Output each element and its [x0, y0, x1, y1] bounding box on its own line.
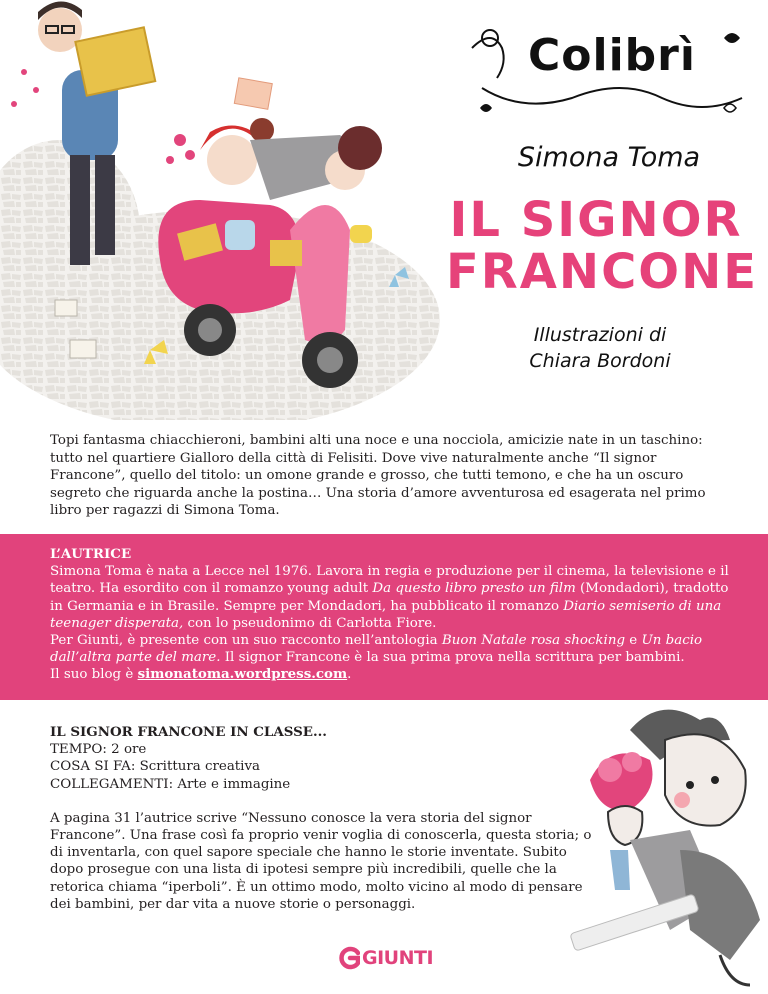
classroom-section	[50, 724, 610, 913]
bio-text: .	[347, 667, 352, 683]
author-bio	[50, 563, 740, 683]
bio-text: Il signor Francone è la sua prima prova nella scrittura per bambini.	[220, 650, 685, 666]
book-title-reference: Buon Natale rosa shocking	[441, 633, 626, 649]
book-title-reference: Da questo libro presto un film	[372, 581, 576, 597]
classroom-time: TEMPO: 2 ore	[50, 742, 147, 758]
book-title-reference: Diario semiserio di una teenager disperata,	[50, 598, 722, 631]
bio-text: con lo pseudonimo di Carlotta Fiore.	[183, 615, 437, 631]
author-heading: L’AUTRICE	[50, 546, 132, 562]
series-logo: Colibrì	[528, 30, 696, 81]
book-title-reference: Un bacio dall’altra parte del mare.	[50, 633, 703, 666]
author-box	[0, 534, 768, 700]
illustrator-credit	[500, 322, 700, 374]
blog-link[interactable]: simonatoma.wordpress.com	[137, 666, 348, 683]
book-title	[446, 192, 759, 300]
blog-label: Il suo blog è	[50, 667, 138, 683]
cover-illustration	[0, 0, 440, 420]
bio-text: (Mondadori), tradotto in Germania e in Brasile. Sempre per Mondadori, ha pubblicato il romanzo	[50, 581, 729, 614]
cover-author: Simona Toma	[517, 142, 701, 173]
classroom-activity: COSA SI FA: Scrittura creativa	[50, 759, 261, 775]
bio-text: Per Giunti, è presente con un suo racconto nell’antologia	[50, 633, 442, 649]
classroom-body: A pagina 31 l’autrice scrive “Nessuno conosce la vera storia del signor Francone”. Una frase così fa proprio venir voglia di conoscerla, questa storia; o di inventarla, con quel sapore speciale che hanno le storie inventate. Subito dopo prosegue con una lista di ipotesi sempre più incredibili, quelle che la retorica chiama “iperboli”. È un ottimo modo, molto vicino al modo di pensare dei bambini, per dar vita a nuove storie o personaggi.	[50, 810, 592, 912]
bio-text: e	[625, 633, 642, 649]
classroom-links: COLLEGAMENTI: Arte e immagine	[50, 776, 291, 792]
illustrator-label: Illustrazioni di	[533, 324, 667, 346]
bio-text: Simona Toma è nata a Lecce nel 1976. Lavora in regia e produzione per il cinema, la televisione e il teatro. Ha esordito con il romanzo young adult	[50, 564, 729, 597]
activity-illustration	[570, 700, 768, 994]
book-title-line-2: FRANCONE	[446, 244, 759, 300]
book-title-line-1: IL SIGNOR	[449, 192, 743, 248]
illustrator-name: Chiara Bordoni	[529, 350, 671, 372]
synopsis-paragraph: Topi fantasma chiacchieroni, bambini alti una noce e una nocciola, amicizie nate in un taschino: tutto nel quartiere Gialloro della città di Felisiti. Dove vive naturalmente anche “Il signor Francone”, quello del titolo: un omone grande e grosso, che tutti temono, e che ha un oscuro segreto che riguarda anche la postina… Una storia d’amore avventurosa ed esagerata nel primo libro per ragazzi di Simona Toma.	[50, 433, 706, 519]
classroom-heading: IL SIGNOR FRANCONE IN CLASSE...	[50, 724, 327, 740]
publisher-name: GIUNTI	[362, 947, 434, 969]
giunti-logo-icon	[338, 946, 360, 970]
